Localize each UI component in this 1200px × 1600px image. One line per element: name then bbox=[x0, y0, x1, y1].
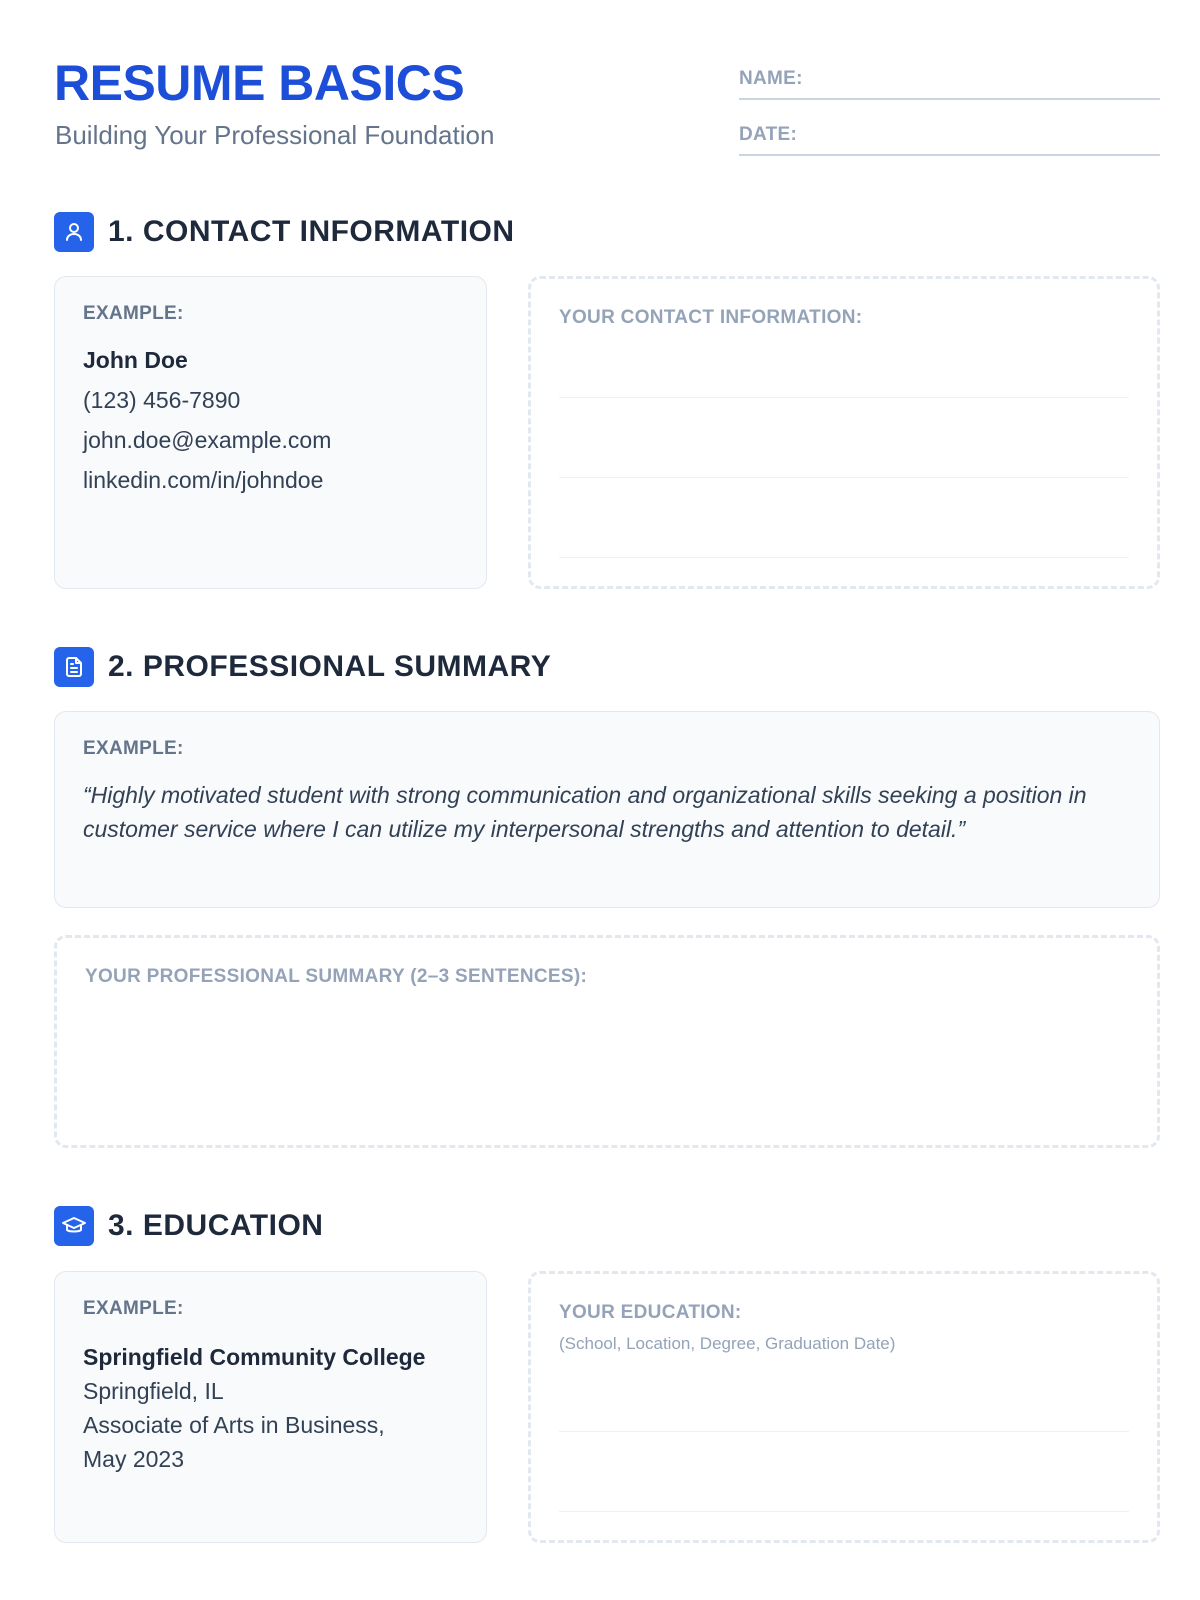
section-summary-title: 2. PROFESSIONAL SUMMARY bbox=[108, 650, 552, 683]
summary-example-text: “Highly motivated student with strong communication and organizational skills seeking a position in customer service where I can utilize my interpersonal strengths and attention to detail.” bbox=[83, 782, 1087, 842]
education-example-date: May 2023 bbox=[83, 1446, 185, 1472]
write-line bbox=[559, 397, 1129, 398]
write-line bbox=[559, 557, 1129, 558]
summary-example-box bbox=[54, 711, 1160, 908]
write-line bbox=[559, 1511, 1129, 1512]
write-line bbox=[559, 1431, 1129, 1432]
page-subtitle: Building Your Professional Foundation bbox=[55, 120, 495, 150]
contact-example-name: John Doe bbox=[83, 347, 188, 373]
name-label: NAME: bbox=[739, 68, 803, 89]
education-example-label: EXAMPLE: bbox=[83, 1298, 184, 1319]
user-icon bbox=[54, 212, 94, 252]
summary-example-label: EXAMPLE: bbox=[83, 738, 184, 759]
summary-input-box[interactable] bbox=[54, 935, 1160, 1148]
contact-example-linkedin: linkedin.com/in/johndoe bbox=[83, 467, 324, 493]
education-input-box[interactable] bbox=[528, 1271, 1160, 1543]
section-education-title: 3. EDUCATION bbox=[108, 1209, 324, 1242]
education-example-box bbox=[54, 1271, 487, 1543]
contact-example-phone: (123) 456-7890 bbox=[83, 387, 241, 413]
section-contact-title: 1. CONTACT INFORMATION bbox=[108, 215, 515, 248]
page-title: RESUME BASICS bbox=[54, 55, 465, 111]
education-input-hint: (School, Location, Degree, Graduation Date) bbox=[559, 1334, 896, 1353]
education-example-school: Springfield Community College bbox=[83, 1344, 426, 1370]
graduation-cap-icon bbox=[54, 1206, 94, 1246]
date-label: DATE: bbox=[739, 124, 798, 145]
contact-example-box bbox=[54, 276, 487, 589]
education-example-location: Springfield, IL bbox=[83, 1378, 224, 1404]
contact-input-label: YOUR CONTACT INFORMATION: bbox=[559, 307, 863, 328]
contact-example-email: john.doe@example.com bbox=[83, 427, 332, 453]
section-contact-heading bbox=[54, 211, 515, 253]
section-education-heading bbox=[54, 1205, 323, 1247]
document-icon bbox=[54, 647, 94, 687]
contact-example-label: EXAMPLE: bbox=[83, 303, 184, 324]
education-input-label: YOUR EDUCATION: bbox=[559, 1302, 742, 1323]
date-field[interactable] bbox=[739, 116, 1160, 156]
write-line bbox=[559, 477, 1129, 478]
name-field[interactable] bbox=[739, 60, 1160, 100]
education-example-degree: Associate of Arts in Business, bbox=[83, 1412, 385, 1438]
contact-input-box[interactable] bbox=[528, 276, 1160, 589]
summary-input-label: YOUR PROFESSIONAL SUMMARY (2–3 SENTENCES): bbox=[85, 966, 588, 987]
section-summary-heading bbox=[54, 646, 551, 688]
